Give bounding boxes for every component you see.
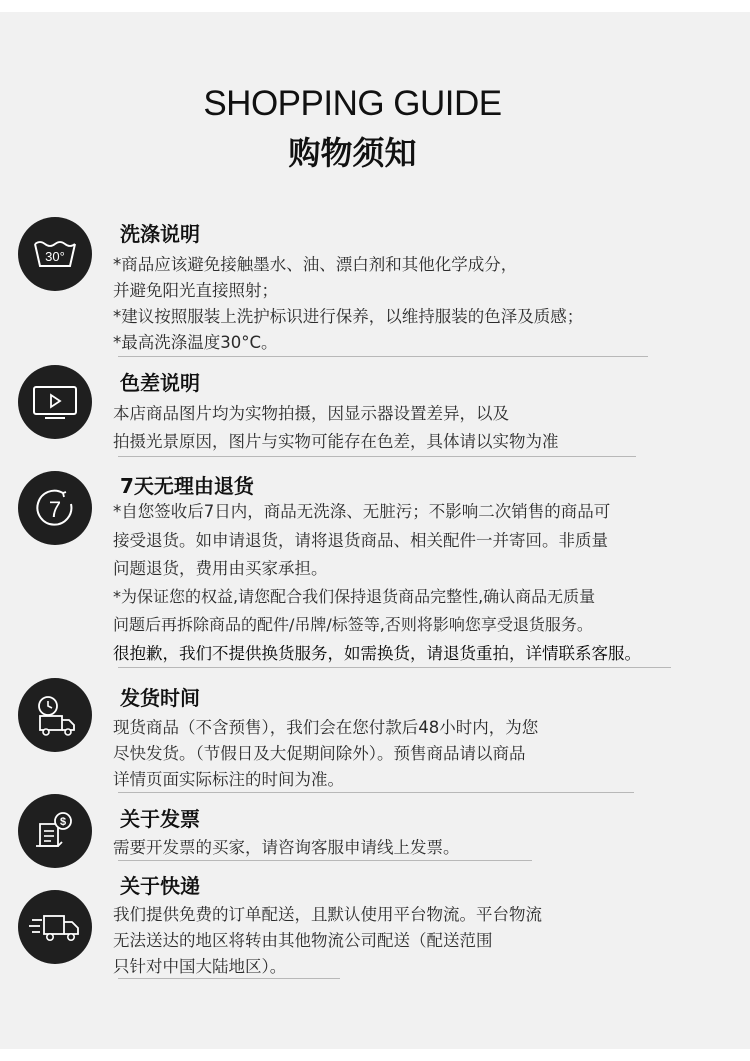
- section-divider: [118, 667, 671, 668]
- section-title-invoice: 关于发票: [120, 807, 200, 831]
- return-line-6: 很抱歉，我们不提供换货服务，如需换货，请退货重拍，详情联系客服。: [113, 644, 641, 663]
- laundry-30-icon: [18, 217, 92, 291]
- invoice-icon: [18, 794, 92, 868]
- page-title-cn: 购物须知: [288, 134, 417, 172]
- shipping-line-1: 现货商品（不含预售），我们会在您付款后48小时内，为您: [113, 718, 539, 737]
- express-line-3: 只针对中国大陆地区）。: [113, 957, 287, 976]
- seven-day-return-icon: [18, 471, 92, 545]
- color-line-1: 本店商品图片均为实物拍摄，因显示器设置差异，以及: [113, 404, 509, 423]
- return-line-4: *为保证您的权益,请您配合我们保持退货商品完整性,确认商品无质量: [113, 587, 596, 606]
- express-line-2: 无法送达的地区将转由其他物流公司配送（配送范围: [113, 931, 493, 950]
- monitor-play-icon: [18, 365, 92, 439]
- section-divider: [118, 792, 634, 793]
- return-line-2: 接受退货。如申请退货，请将退货商品、相关配件一并寄回。非质量: [113, 531, 608, 550]
- washing-line-4: *最高洗涤温度30°C。: [113, 333, 278, 352]
- color-line-2: 拍摄光景原因，图片与实物可能存在色差，具体请以实物为准: [113, 432, 559, 451]
- washing-line-3: *建议按照服装上洗护标识进行保养，以维持服装的色泽及质感；: [113, 307, 584, 326]
- shipping-line-2: 尽快发货。（节假日及大促期间除外）。预售商品请以商品: [113, 744, 526, 763]
- section-divider: [118, 978, 340, 979]
- shipping-line-3: 详情页面实际标注的时间为准。: [113, 770, 344, 789]
- section-divider: [118, 860, 532, 861]
- laundry-temp-label: 30°: [45, 249, 65, 264]
- delivery-time-icon: [18, 678, 92, 752]
- section-title-washing: 洗涤说明: [120, 222, 200, 246]
- return-line-1: *自您签收后7日内，商品无洗涤、无脏污；不影响二次销售的商品可: [113, 502, 611, 521]
- washing-line-2: 并避免阳光直接照射；: [113, 281, 278, 300]
- svg-text:$: $: [59, 816, 67, 828]
- svg-text:7: 7: [48, 497, 62, 522]
- return-line-5: 问题后再拆除商品的配件/吊牌/标签等,否则将影响您享受退货服务。: [113, 615, 593, 634]
- page-title-en: SHOPPING GUIDE: [203, 84, 502, 123]
- fast-truck-icon: [18, 890, 92, 964]
- section-title-return: 7天无理由退货: [120, 474, 254, 498]
- section-title-color: 色差说明: [120, 371, 200, 395]
- return-line-3: 问题退货，费用由买家承担。: [113, 559, 328, 578]
- invoice-line-1: 需要开发票的买家，请咨询客服申请线上发票。: [113, 838, 460, 857]
- express-line-1: 我们提供免费的订单配送，且默认使用平台物流。平台物流: [113, 905, 542, 924]
- section-divider: [118, 456, 636, 457]
- section-divider: [118, 356, 648, 357]
- section-title-shipping: 发货时间: [120, 686, 200, 710]
- washing-line-1: *商品应该避免接触墨水、油、漂白剂和其他化学成分，: [113, 255, 518, 274]
- section-title-express: 关于快递: [120, 874, 200, 898]
